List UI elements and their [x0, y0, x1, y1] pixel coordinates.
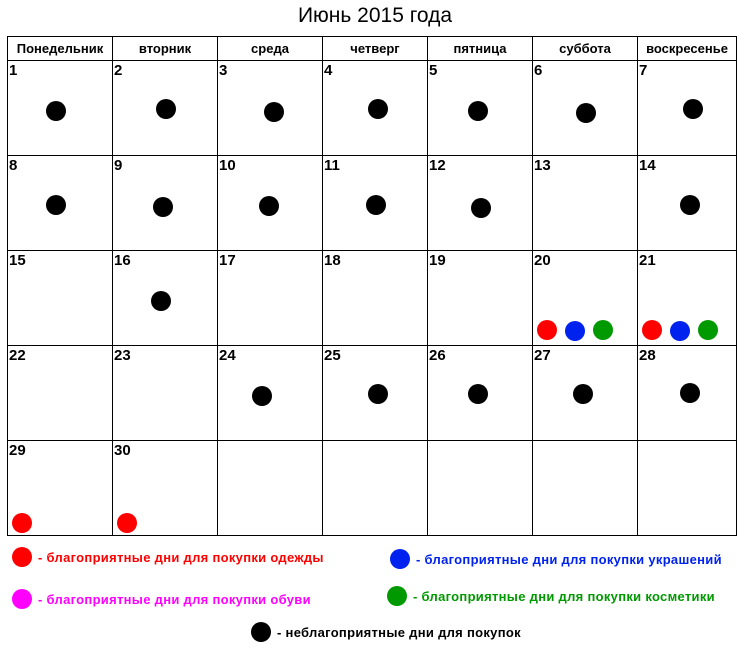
legend-shoes-marker: [12, 589, 32, 609]
day-cell-26: [428, 346, 533, 441]
day-cell-14: [638, 156, 737, 251]
day-number: 24: [219, 347, 236, 364]
unfavorable-day-marker: [468, 384, 488, 404]
day-number: 7: [639, 62, 648, 79]
day-cell-20: [533, 251, 638, 346]
legend-jewelry-text: - благоприятные дни для покупки украшений: [416, 551, 722, 567]
empty-day-cell: [638, 441, 737, 536]
day-number: 12: [429, 157, 446, 174]
unfavorable-day-marker: [252, 386, 272, 406]
day-number: 5: [429, 62, 438, 79]
day-number: 15: [9, 252, 26, 269]
unfavorable-day-marker: [576, 103, 596, 123]
day-cell-5: [428, 61, 533, 156]
day-number: 3: [219, 62, 228, 79]
legend-shoes-text: - благоприятные дни для покупки обуви: [38, 591, 311, 607]
unfavorable-day-marker: [259, 196, 279, 216]
unfavorable-day-marker: [368, 99, 388, 119]
day-cell-4: [323, 61, 428, 156]
day-cell-18: [323, 251, 428, 346]
clothes-day-marker: [12, 513, 32, 533]
unfavorable-day-marker: [156, 99, 176, 119]
legend-shoes: [12, 589, 311, 609]
legend-cosmetics: [387, 586, 715, 606]
day-cell-6: [533, 61, 638, 156]
day-cell-21: [638, 251, 737, 346]
weekday-tuesday: вторник: [113, 37, 218, 61]
calendar-title: Июнь 2015 года: [297, 4, 453, 27]
day-number: 11: [324, 157, 340, 174]
day-cell-3: [218, 61, 323, 156]
day-cell-1: [8, 61, 113, 156]
unfavorable-day-marker: [368, 384, 388, 404]
unfavorable-day-marker: [366, 195, 386, 215]
day-number: 20: [534, 252, 551, 269]
day-cell-16: [113, 251, 218, 346]
empty-day-cell: [218, 441, 323, 536]
day-cell-23: [113, 346, 218, 441]
legend-clothes-marker: [12, 547, 32, 567]
day-number: 17: [219, 252, 236, 269]
day-number: 18: [324, 252, 341, 269]
day-cell-19: [428, 251, 533, 346]
weekday-header-row: [8, 37, 737, 61]
unfavorable-day-marker: [680, 383, 700, 403]
empty-day-cell: [323, 441, 428, 536]
day-number: 10: [219, 157, 236, 174]
day-cell-17: [218, 251, 323, 346]
calendar-week-row: [8, 156, 737, 251]
legend-jewelry: [390, 549, 722, 569]
day-number: 19: [429, 252, 446, 269]
unfavorable-day-marker: [573, 384, 593, 404]
calendar-week-row: [8, 346, 737, 441]
legend-unfavorable-text: - неблагоприятные дни для покупок: [277, 624, 521, 640]
weekday-friday: пятница: [428, 37, 533, 61]
clothes-day-marker: [537, 320, 557, 340]
calendar-week-row: [8, 61, 737, 156]
legend-cosmetics-marker: [387, 586, 407, 606]
unfavorable-day-marker: [46, 195, 66, 215]
jewelry-day-marker: [565, 321, 585, 341]
day-cell-28: [638, 346, 737, 441]
day-cell-8: [8, 156, 113, 251]
weekday-saturday: суббота: [533, 37, 638, 61]
day-cell-29: [8, 441, 113, 536]
day-number: 9: [114, 157, 123, 174]
day-cell-12: [428, 156, 533, 251]
day-number: 4: [324, 62, 333, 79]
cosmetics-day-marker: [698, 320, 718, 340]
weekday-wednesday: среда: [218, 37, 323, 61]
day-cell-13: [533, 156, 638, 251]
cosmetics-day-marker: [593, 320, 613, 340]
day-number: 8: [9, 157, 18, 174]
unfavorable-day-marker: [683, 99, 703, 119]
clothes-day-marker: [642, 320, 662, 340]
day-number: 26: [429, 347, 446, 364]
clothes-day-marker: [117, 513, 137, 533]
day-cell-9: [113, 156, 218, 251]
day-cell-25: [323, 346, 428, 441]
legend-unfavorable: [251, 622, 521, 642]
day-cell-15: [8, 251, 113, 346]
day-number: 14: [639, 157, 656, 174]
day-number: 16: [114, 252, 131, 269]
unfavorable-day-marker: [153, 197, 173, 217]
day-number: 13: [534, 157, 551, 174]
day-number: 29: [9, 442, 26, 459]
day-number: 1: [9, 62, 18, 79]
calendar-week-row: [8, 441, 737, 536]
legend-clothes-text: - благоприятные дни для покупки одежды: [38, 549, 324, 565]
day-number: 23: [114, 347, 131, 364]
day-number: 21: [639, 252, 656, 269]
calendar-week-row: [8, 251, 737, 346]
day-cell-24: [218, 346, 323, 441]
day-cell-11: [323, 156, 428, 251]
empty-day-cell: [533, 441, 638, 536]
weekday-thursday: четверг: [323, 37, 428, 61]
day-number: 30: [114, 442, 131, 459]
weekday-monday: Понедельник: [8, 37, 113, 61]
unfavorable-day-marker: [264, 102, 284, 122]
unfavorable-day-marker: [680, 195, 700, 215]
legend-cosmetics-text: - благоприятные дни для покупки косметики: [413, 588, 715, 604]
day-cell-10: [218, 156, 323, 251]
unfavorable-day-marker: [468, 101, 488, 121]
day-number: 22: [9, 347, 26, 364]
day-number: 25: [324, 347, 341, 364]
day-number: 28: [639, 347, 656, 364]
legend-jewelry-marker: [390, 549, 410, 569]
unfavorable-day-marker: [46, 101, 66, 121]
day-cell-2: [113, 61, 218, 156]
day-number: 2: [114, 62, 123, 79]
weekday-sunday: воскресенье: [638, 37, 737, 61]
empty-day-cell: [428, 441, 533, 536]
jewelry-day-marker: [670, 321, 690, 341]
day-number: 6: [534, 62, 543, 79]
legend-clothes: [12, 547, 324, 567]
day-cell-27: [533, 346, 638, 441]
unfavorable-day-marker: [151, 291, 171, 311]
unfavorable-day-marker: [471, 198, 491, 218]
day-cell-22: [8, 346, 113, 441]
day-cell-7: [638, 61, 737, 156]
day-number: 27: [534, 347, 551, 364]
day-cell-30: [113, 441, 218, 536]
calendar-grid: [7, 36, 737, 536]
legend-unfavorable-marker: [251, 622, 271, 642]
